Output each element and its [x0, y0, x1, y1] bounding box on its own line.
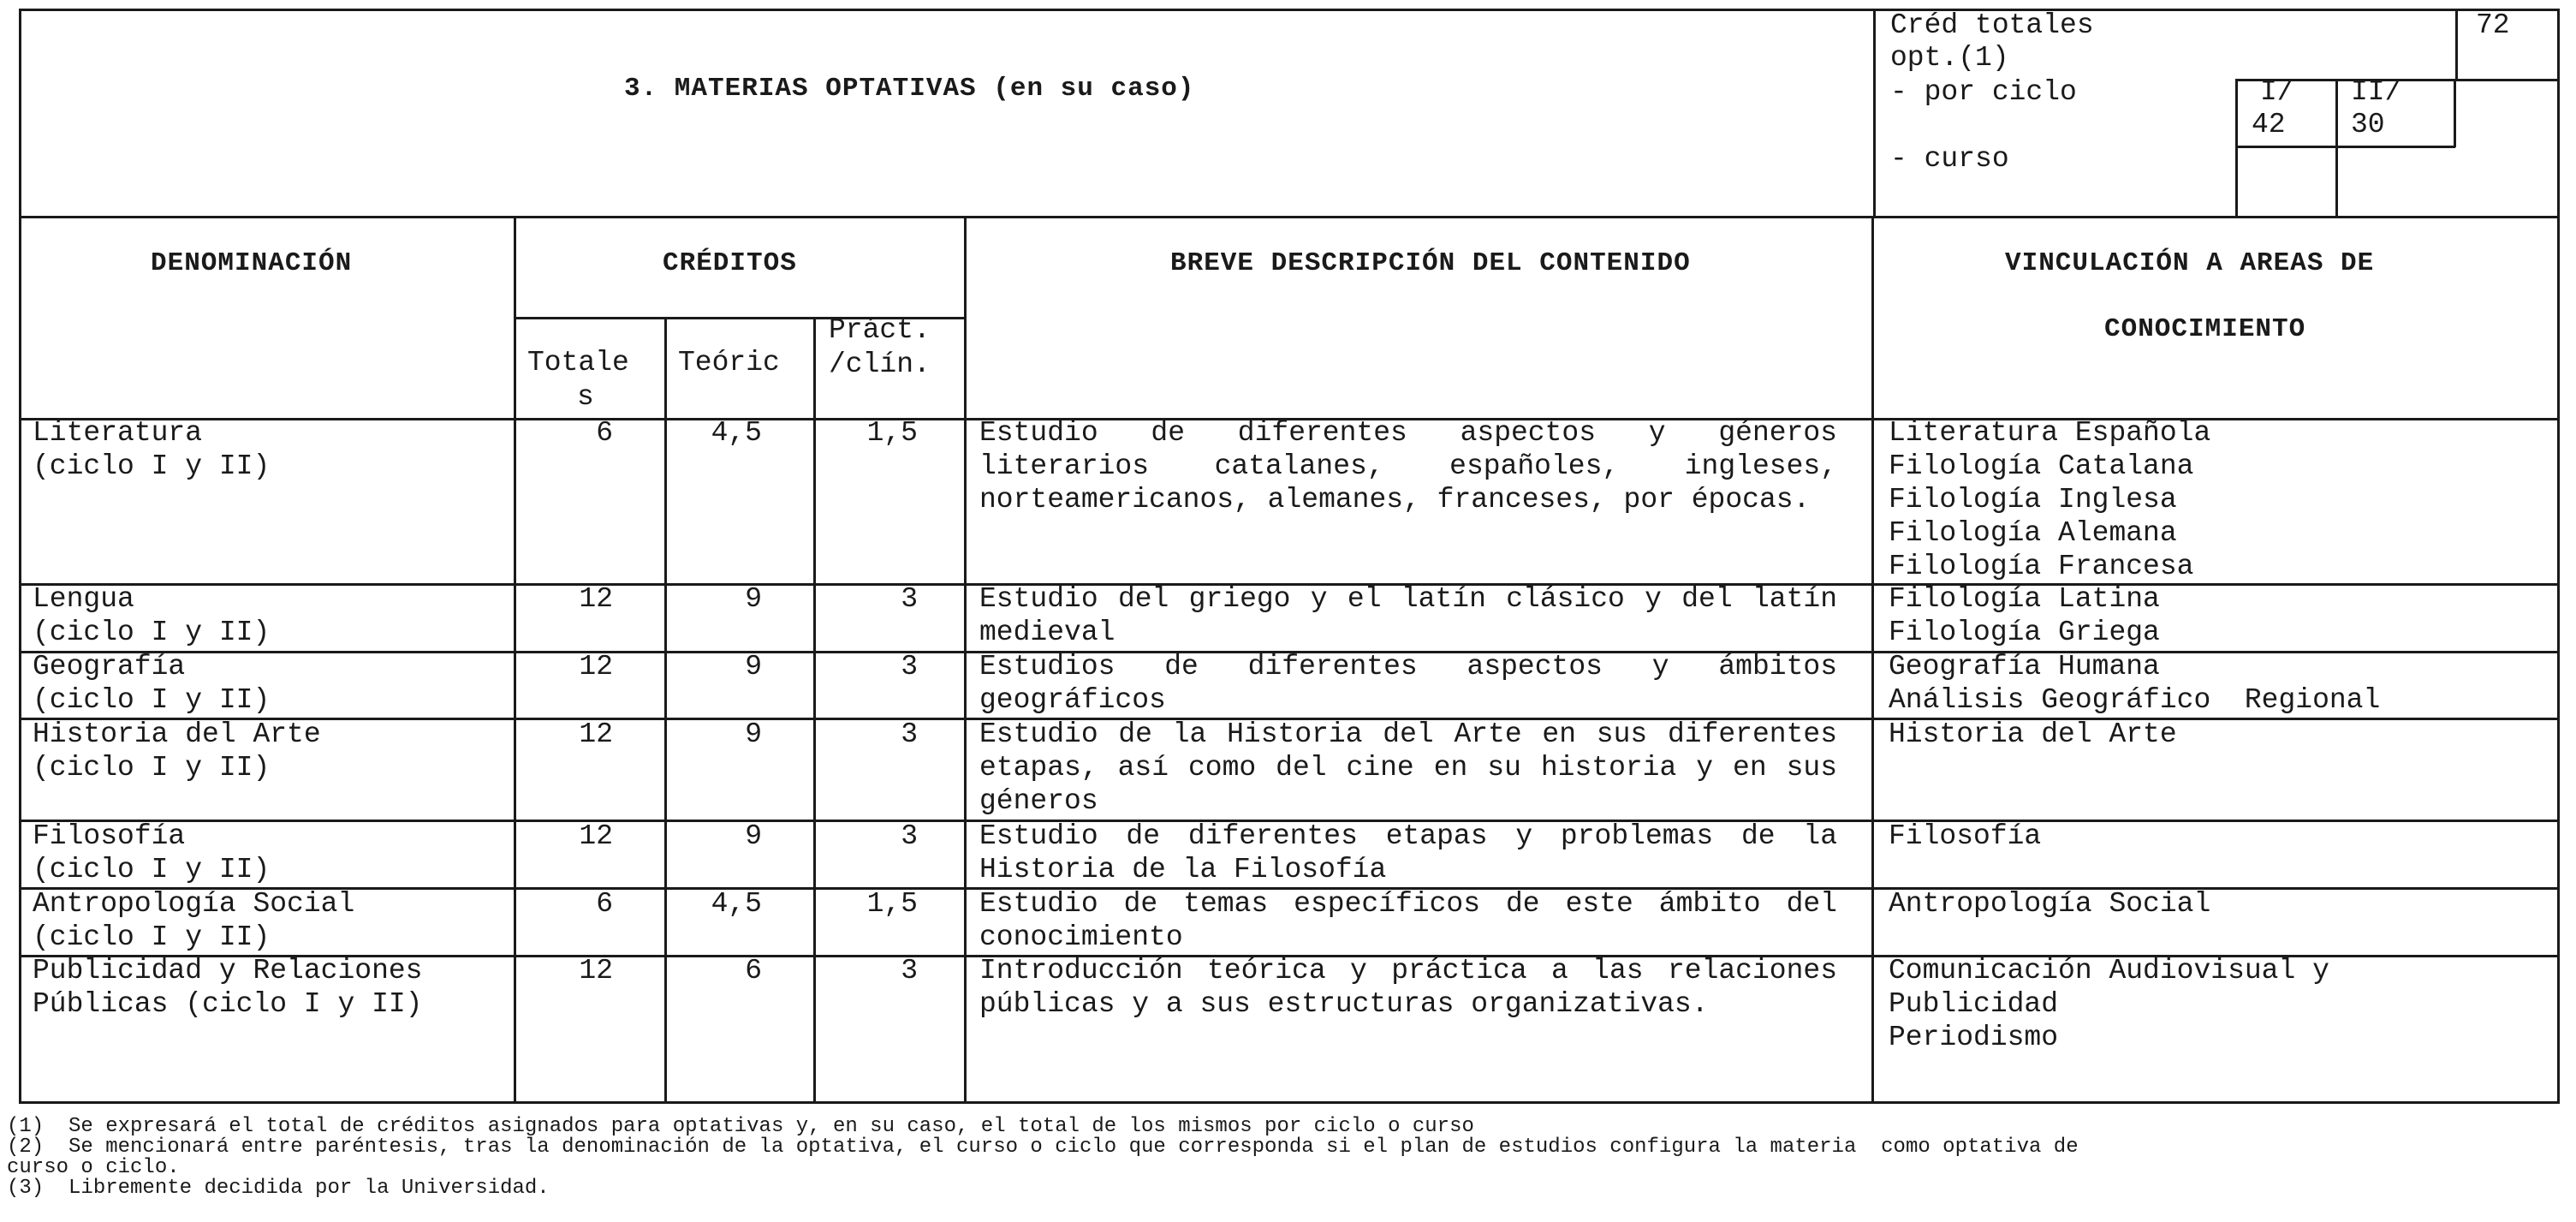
row-teoric: 4,5	[711, 888, 762, 920]
row-name: Historia del Arte (ciclo I y II)	[33, 718, 321, 784]
row-description: Estudio de la Historia del Arte en sus diferentes etapas, así como del cine en su historia y en sus géneros	[979, 718, 1837, 817]
row-name: Lengua (ciclo I y II)	[33, 583, 271, 648]
row-teoric: 4,5	[711, 417, 762, 449]
footnote-2: (2) Se mencionará entre paréntesis, tras la denominación de la optativa, el curso o ciclo que corresponda si el plan de estudios configura la materia como optativa de	[7, 1136, 2079, 1159]
opt-label: opt.(1)	[1890, 42, 2009, 74]
row-totales: 6	[596, 417, 613, 449]
row-teoric: 6	[745, 955, 762, 987]
row-teoric: 9	[745, 583, 762, 615]
col-vinculacion: VINCULACIÓN A AREAS DE	[2005, 248, 2375, 278]
row-description: Estudios de diferentes aspectos y ámbitos geográficos	[979, 651, 1837, 716]
row-description: Estudio de temas específicos de este ámbito del conocimiento	[979, 888, 1837, 953]
cred-totales-value: 72	[2476, 9, 2510, 41]
row-description: Estudio de diferentes etapas y problemas de la Historia de la Filosofía	[979, 820, 1837, 885]
row-pract: 3	[901, 820, 918, 852]
row-teoric: 9	[745, 718, 762, 750]
row-name: Publicidad y Relaciones Públicas (ciclo I y II)	[33, 955, 423, 1020]
row-areas: Comunicación Audiovisual y Publicidad Periodismo	[1889, 955, 2329, 1053]
curso-label: - curso	[1890, 143, 2009, 175]
footnote-3: (3) Libremente decidida por la Universidad.	[7, 1177, 550, 1200]
ciclo-1-value: 42	[2252, 109, 2286, 140]
col-denominacion: DENOMINACIÓN	[151, 248, 353, 278]
row-areas: Literatura Española Filología Catalana Filología Inglesa Filología Alemana Filología Francesa	[1889, 417, 2211, 582]
col-conocimiento: CONOCIMIENTO	[2104, 314, 2306, 344]
col-pract: Práct. /clín.	[829, 314, 931, 380]
row-areas: Geografía Humana Análisis Geográfico Regional	[1889, 651, 2381, 716]
col-creditos: CRÉDITOS	[663, 248, 797, 278]
row-name: Literatura (ciclo I y II)	[33, 417, 271, 482]
row-pract: 3	[901, 955, 918, 987]
row-pract: 3	[901, 651, 918, 683]
ciclo-2-value: 30	[2351, 109, 2385, 140]
row-totales: 6	[596, 888, 613, 920]
por-ciclo-label: - por ciclo	[1890, 76, 2077, 108]
ciclo-1-label: I/	[2260, 76, 2294, 108]
row-description: Introducción teórica y práctica a las relaciones públicas y a sus estructuras organizativas.	[979, 955, 1837, 1020]
ciclo-2-label: II/	[2351, 76, 2402, 108]
row-teoric: 9	[745, 651, 762, 683]
col-teoric: Teóric	[678, 347, 780, 379]
row-totales: 12	[579, 718, 613, 750]
row-totales: 12	[579, 651, 613, 683]
row-areas: Filología Latina Filología Griega	[1889, 583, 2160, 648]
row-name: Filosofía (ciclo I y II)	[33, 820, 271, 885]
row-teoric: 9	[745, 820, 762, 852]
row-pract: 3	[901, 718, 918, 750]
row-totales: 12	[579, 955, 613, 987]
row-areas: Filosofía	[1889, 820, 2042, 852]
cred-totales-label: Créd totales	[1890, 9, 2094, 41]
row-name: Geografía (ciclo I y II)	[33, 651, 271, 716]
row-pract: 1,5	[866, 888, 918, 920]
footnote-2-cont: curso o ciclo.	[7, 1156, 180, 1179]
row-areas: Antropología Social	[1889, 888, 2211, 920]
page-title: 3. MATERIAS OPTATIVAS (en su caso)	[624, 74, 1195, 104]
row-pract: 1,5	[866, 417, 918, 449]
col-totales: Totale s	[527, 347, 629, 413]
row-description: Estudio del griego y el latín clásico y del latín medieval	[979, 583, 1837, 648]
row-totales: 12	[579, 820, 613, 852]
col-descripcion: BREVE DESCRIPCIÓN DEL CONTENIDO	[1170, 248, 1691, 278]
row-description: Estudio de diferentes aspectos y géneros literarios catalanes, españoles, ingleses, norteamericanos, alemanes, franceses, por épocas.	[979, 417, 1837, 516]
footnote-1: (1) Se expresará el total de créditos asignados para optativas y, en su caso, el total de los mismos por ciclo o curso	[7, 1115, 1474, 1138]
row-pract: 3	[901, 583, 918, 615]
row-name: Antropología Social (ciclo I y II)	[33, 888, 355, 953]
row-areas: Historia del Arte	[1889, 718, 2177, 750]
row-totales: 12	[579, 583, 613, 615]
